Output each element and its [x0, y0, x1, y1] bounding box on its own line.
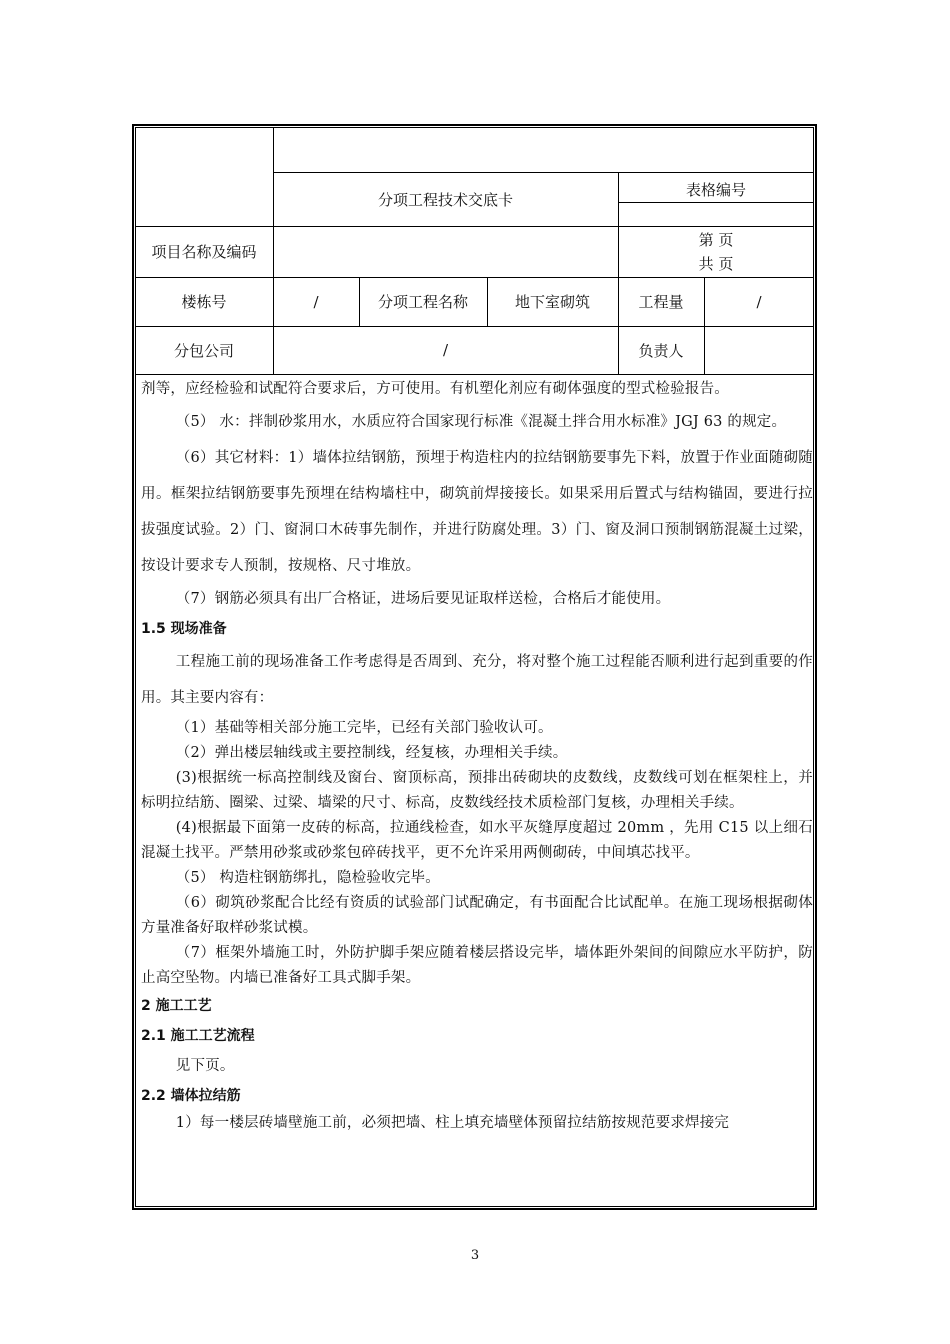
page-count [618, 226, 814, 277]
building-value: / [313, 292, 319, 311]
paragraph: （6）砌筑砂浆配合比经有资质的试验部门试配确定，有书面配合比试配单。在施工现场根据砌体方量准备好取样砂浆试模。 [141, 895, 813, 936]
paragraph: （6）其它材料：1）墙体拉结钢筋，预埋于构造柱内的拉结钢筋要事先下料，放置于作业面随砌随用。框架拉结钢筋要事先预埋在结构墙柱中，砌筑前焊接接长。如果采用后置式与结构锚固，要进行拉拔强度试验。2）门、窗洞口木砖事先制作，并进行防腐处理。3）门、窗及洞口预制钢筋混凝土过梁，按设计要求专人预制，按规格、尺寸堆放。 [141, 450, 813, 574]
page-number: 3 [470, 1248, 480, 1263]
paragraph: （7）钢筋必须具有出厂合格证，进场后要见证取样送检，合格后才能使用。 [175, 591, 671, 607]
paragraph: （7）框架外墙施工时，外防护脚手架应随着楼层搭设完毕，墙体距外架间的间隙应水平防护，防止高空坠物。内墙已准备好工具式脚手架。 [141, 945, 813, 986]
paragraph: 工程施工前的现场准备工作考虑得是否周到、充分，将对整个施工过程能否顺利进行起到重要的作用。其主要内容有： [141, 654, 813, 706]
quantity-label: 工程量 [638, 293, 684, 311]
person-in-charge-label: 负责人 [638, 341, 684, 360]
paragraph: （2）弹出楼层轴线或主要控制线，经复核，办理相关手续。 [175, 745, 568, 761]
subproject-label: 分项工程名称 [377, 293, 468, 311]
subcontractor-label: 分包公司 [173, 341, 234, 360]
paragraph: 1）每一楼层砖墙壁施工前，必须把墙、柱上填充墙壁体预留拉结筋按规范要求焊接完 [175, 1115, 730, 1131]
project-name-label: 项目名称及编码 [151, 243, 257, 261]
paragraph: (4)根据最下面第一皮砖的标高，拉通线检查，如水平灰缝厚度超过 20mm ，先用 C15 以上细石混凝土找平。严禁用砂浆或砂浆包碎砖找平，更不允许采用两侧砌砖，中间填芯找平。 [141, 820, 813, 861]
section-heading: 1.5 现场准备 [141, 621, 227, 637]
document-body [141, 374, 813, 1136]
building-label: 楼栋号 [181, 293, 227, 311]
subcontractor-value: / [442, 341, 449, 359]
paragraph: （5） 水：拌制砂浆用水，水质应符合国家现行标准《混凝土拌合用水标准》JGJ 63 的规定。 [175, 414, 787, 430]
section-heading: 2 施工工艺 [141, 998, 212, 1014]
paragraph: （1）基础等相关部分施工完毕，已经有关部门验收认可。 [175, 720, 553, 736]
page-label: 第 页 [698, 230, 734, 249]
doc-title: 分项工程技术交底卡 [377, 190, 513, 209]
section-heading: 2.2 墙体拉结筋 [141, 1088, 241, 1104]
paragraph: （5） 构造柱钢筋绑扎，隐检验收完毕。 [175, 870, 440, 886]
paragraph: (3)根据统一标高控制线及窗台、窗顶标高，预排出砖砌块的皮数线，皮数线可划在框架柱上，并标明拉结筋、圈梁、过梁、墙梁的尺寸、标高，皮数线经技术质检部门复核，办理相关手续。 [141, 770, 813, 811]
subproject-value: 地下室砌筑 [514, 293, 590, 311]
paragraph: 剂等，应经检验和试配符合要求后，方可使用。有机塑化剂应有砌体强度的型式检验报告。 [141, 381, 729, 397]
section-heading: 2.1 施工工艺流程 [141, 1028, 255, 1044]
quantity-value: / [756, 292, 762, 311]
form-number-label: 表格编号 [685, 180, 746, 199]
paragraph: 见下页。 [175, 1058, 235, 1074]
total-pages-label: 共 页 [698, 254, 734, 273]
